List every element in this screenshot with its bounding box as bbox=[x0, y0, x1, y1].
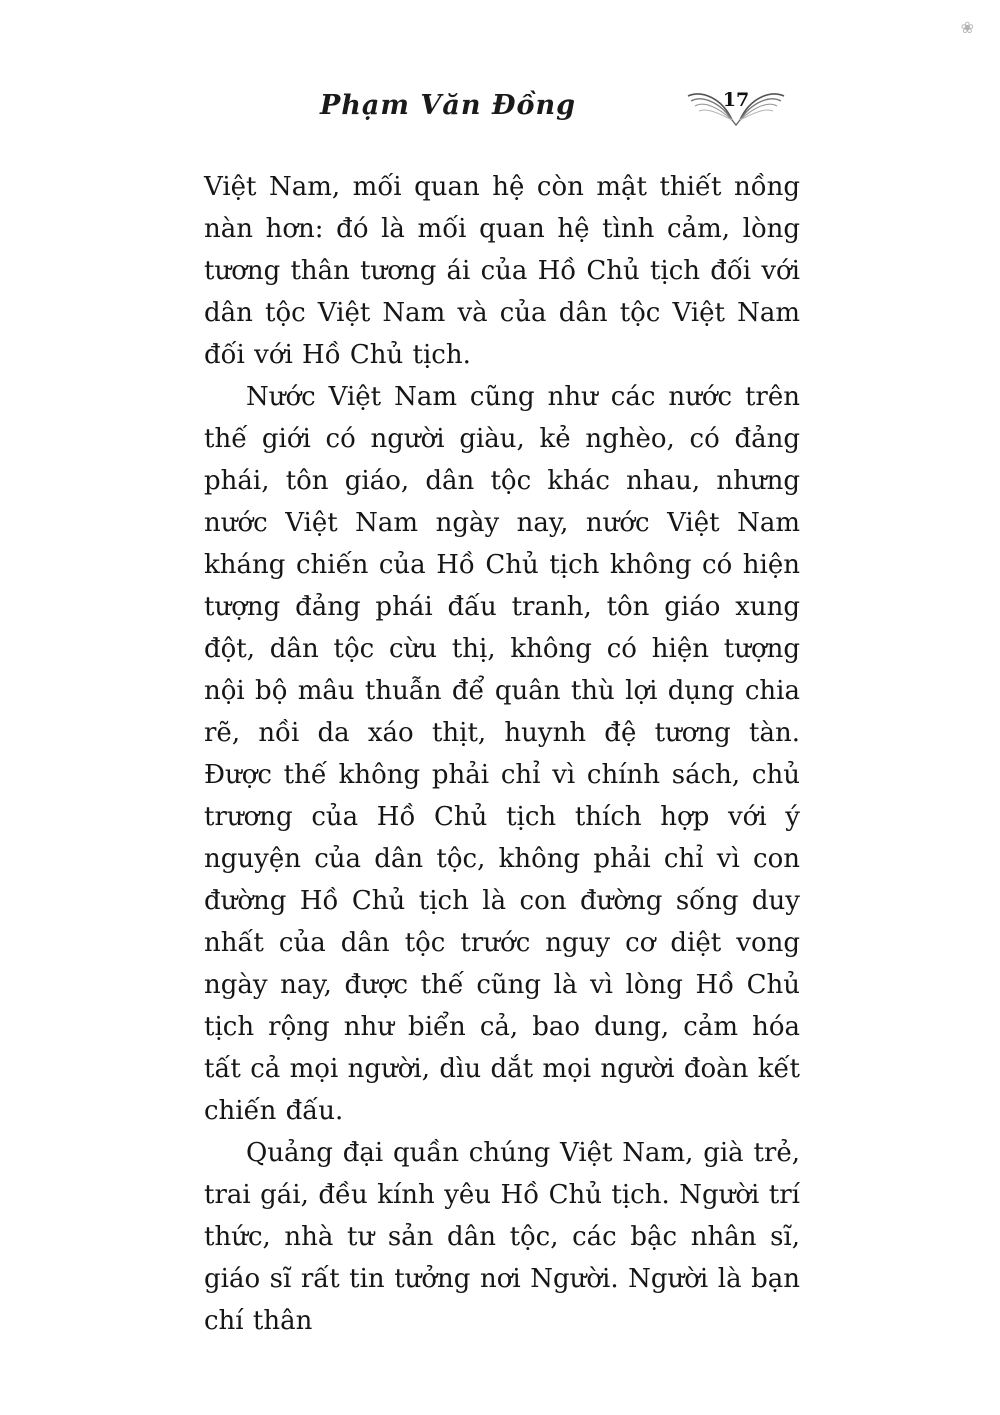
page-number-ornament bbox=[684, 84, 788, 132]
paragraph: Nước Việt Nam cũng như các nước trên thế giới có người giàu, kẻ nghèo, có đảng phái, tôn giáo, dân tộc khác nhau, nhưng nước Việt Nam ngày nay, nước Việt Nam kháng chiến của Hồ Chủ tịch không có hiện tượng đảng phái đấu tranh, tôn giáo xung đột, dân tộc cừu thị, không có hiện tượng nội bộ mâu thuẫn để quân thù lợi dụng chia rẽ, nồi da xáo thịt, huynh đệ tương tàn. Được thế không phải chỉ vì chính sách, chủ trương của Hồ Chủ tịch thích hợp với ý nguyện của dân tộc, không phải chỉ vì con đường Hồ Chủ tịch là con đường sống duy nhất của dân tộc trước nguy cơ diệt vong ngày nay, được thế cũng là vì lòng Hồ Chủ tịch rộng như biển cả, bao dung, cảm hóa tất cả mọi người, dìu dắt mọi người đoàn kết chiến đấu. bbox=[204, 382, 800, 1126]
paragraph: Việt Nam, mối quan hệ còn mật thiết nồng nàn hơn: đó là mối quan hệ tình cảm, lòng tương thân tương ái của Hồ Chủ tịch đối với dân tộc Việt Nam và của dân tộc Việt Nam đối với Hồ Chủ tịch. bbox=[204, 172, 800, 370]
running-header bbox=[0, 86, 1000, 136]
flower-ornament-icon: ❀ bbox=[960, 18, 974, 37]
body-text bbox=[204, 166, 800, 1342]
page-number: 17 bbox=[722, 89, 750, 111]
author-name: Phạm Văn Đồng bbox=[320, 90, 576, 121]
open-book-icon bbox=[684, 84, 788, 132]
paragraph: Quảng đại quần chúng Việt Nam, già trẻ, trai gái, đều kính yêu Hồ Chủ tịch. Người trí thức, nhà tư sản dân tộc, các bậc nhân sĩ, giáo sĩ rất tin tưởng nơi Người. Người là bạn chí thân bbox=[204, 1138, 800, 1336]
